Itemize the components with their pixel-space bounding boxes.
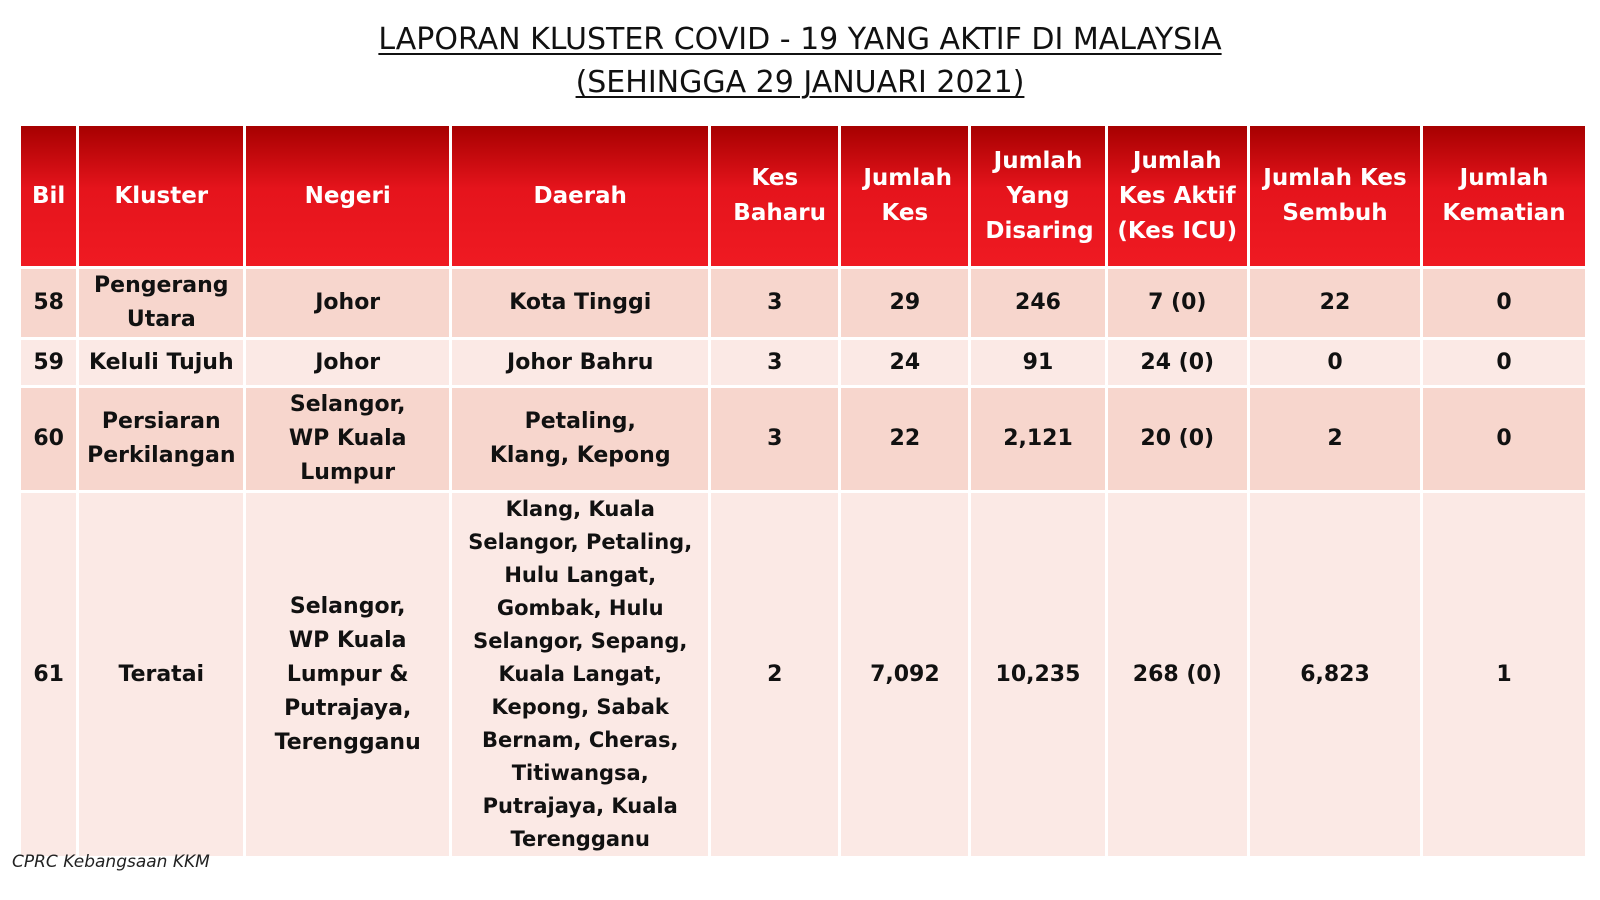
table-row xyxy=(21,340,1585,385)
table-row xyxy=(21,269,1585,337)
cell-jumlah-kematian: 0 xyxy=(1423,340,1585,385)
cell-bil: 60 xyxy=(21,388,76,490)
cell-jumlah-kes-aktif: 24 (0) xyxy=(1108,340,1247,385)
cell-kes-baharu: 3 xyxy=(711,340,838,385)
cell-negeri: Selangor, WP Kuala Lumpur xyxy=(246,388,449,490)
header-jumlah-disaring: Jumlah Yang Disaring xyxy=(971,126,1104,266)
cell-jumlah-kes-sembuh: 2 xyxy=(1250,388,1420,490)
title-line-1: LAPORAN KLUSTER COVID - 19 YANG AKTIF DI MALAYSIA xyxy=(378,22,1222,57)
header-jumlah-kes: Jumlah Kes xyxy=(841,126,968,266)
cell-kluster: Teratai xyxy=(79,493,243,856)
cell-jumlah-kes: 7,092 xyxy=(841,493,968,856)
cell-jumlah-kes-sembuh: 6,823 xyxy=(1250,493,1420,856)
cell-jumlah-kematian: 1 xyxy=(1423,493,1585,856)
cell-kes-baharu: 3 xyxy=(711,388,838,490)
cluster-table xyxy=(18,123,1588,859)
cell-jumlah-kes: 22 xyxy=(841,388,968,490)
table-row xyxy=(21,388,1585,490)
cell-jumlah-kes: 29 xyxy=(841,269,968,337)
header-jumlah-kematian: Jumlah Kematian xyxy=(1423,126,1585,266)
header-negeri: Negeri xyxy=(246,126,449,266)
cell-jumlah-disaring: 2,121 xyxy=(971,388,1104,490)
cell-jumlah-kes-sembuh: 22 xyxy=(1250,269,1420,337)
cell-kes-baharu: 2 xyxy=(711,493,838,856)
cell-jumlah-kematian: 0 xyxy=(1423,388,1585,490)
cell-jumlah-kes-aktif: 268 (0) xyxy=(1108,493,1247,856)
cell-kluster: Keluli Tujuh xyxy=(79,340,243,385)
cell-jumlah-disaring: 246 xyxy=(971,269,1104,337)
cell-negeri: Johor xyxy=(246,269,449,337)
cell-negeri: Johor xyxy=(246,340,449,385)
header-kluster: Kluster xyxy=(79,126,243,266)
cell-jumlah-kematian: 0 xyxy=(1423,269,1585,337)
table-header-row xyxy=(21,126,1585,266)
cell-daerah: Petaling, Klang, Kepong xyxy=(452,388,708,490)
cell-daerah: Kota Tinggi xyxy=(452,269,708,337)
source-footer: CPRC Kebangsaan KKM xyxy=(12,852,210,872)
table-row xyxy=(21,493,1585,856)
header-kes-baharu: Kes Baharu xyxy=(711,126,838,266)
cell-jumlah-kes-aktif: 20 (0) xyxy=(1108,388,1247,490)
cell-daerah: Johor Bahru xyxy=(452,340,708,385)
header-daerah: Daerah xyxy=(452,126,708,266)
cell-jumlah-kes-aktif: 7 (0) xyxy=(1108,269,1247,337)
cell-jumlah-disaring: 10,235 xyxy=(971,493,1104,856)
header-jumlah-kes-sembuh: Jumlah Kes Sembuh xyxy=(1250,126,1420,266)
title-line-2: (SEHINGGA 29 JANUARI 2021) xyxy=(575,65,1025,100)
cell-jumlah-disaring: 91 xyxy=(971,340,1104,385)
cell-kes-baharu: 3 xyxy=(711,269,838,337)
cell-jumlah-kes-sembuh: 0 xyxy=(1250,340,1420,385)
header-bil: Bil xyxy=(21,126,76,266)
cell-bil: 61 xyxy=(21,493,76,856)
header-jumlah-kes-aktif: Jumlah Kes Aktif (Kes ICU) xyxy=(1108,126,1247,266)
cell-negeri: Selangor, WP Kuala Lumpur & Putrajaya, Terengganu xyxy=(246,493,449,856)
cell-jumlah-kes: 24 xyxy=(841,340,968,385)
cell-daerah: Klang, Kuala Selangor, Petaling, Hulu Langat, Gombak, Hulu Selangor, Sepang, Kuala Langat, Kepong, Sabak Bernam, Cheras, Titiwangsa, Putrajaya, Kuala Terengganu xyxy=(452,493,708,856)
cell-kluster: Pengerang Utara xyxy=(79,269,243,337)
cell-kluster: Persiaran Perkilangan xyxy=(79,388,243,490)
cell-bil: 58 xyxy=(21,269,76,337)
cell-bil: 59 xyxy=(21,340,76,385)
page-title xyxy=(0,18,1600,104)
